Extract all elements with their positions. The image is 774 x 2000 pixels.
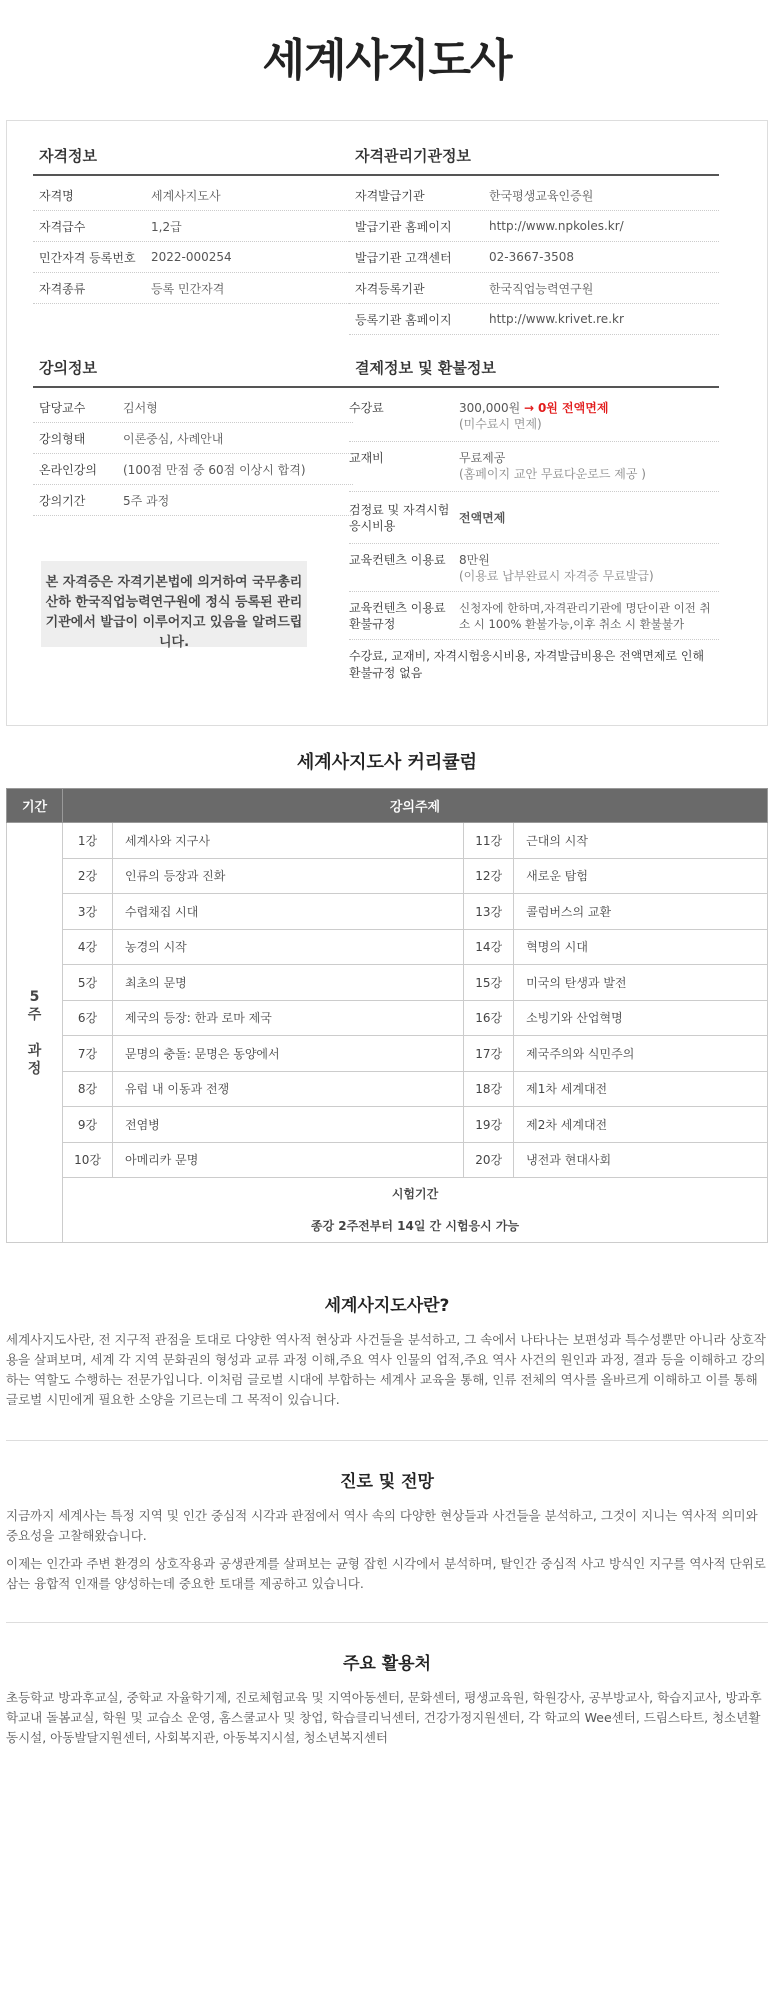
table-row: [7, 894, 768, 930]
period-text: 과: [27, 1042, 42, 1059]
lecture-number: 17강: [464, 1036, 514, 1072]
content-fee-value: 8만원: [459, 553, 490, 567]
lecture-number: 16강: [464, 1000, 514, 1036]
lecture-topic: 아메리카 문명: [113, 1142, 464, 1178]
material-row: [349, 442, 719, 492]
agency-heading: 자격관리기관정보: [349, 145, 719, 176]
about-title: 세계사지도사란?: [324, 1296, 450, 1316]
row-key: 수강료: [349, 401, 384, 415]
career-title: 진로 및 전망: [340, 1472, 434, 1492]
license-heading: 자격정보: [33, 145, 353, 176]
lecture-row: [33, 423, 353, 454]
agency-row: [349, 180, 719, 211]
refund-row: [349, 592, 719, 640]
row-key: 등록기관 홈페이지: [355, 312, 452, 327]
row-key: 자격발급기관: [355, 188, 425, 203]
license-section: [33, 145, 353, 304]
lecture-topic: 제국주의와 식민주의: [514, 1036, 768, 1072]
lecture-topic: 수렵채집 시대: [113, 894, 464, 930]
tuition-free: 0원 전액면제: [537, 401, 609, 415]
payment-footer: 수강료, 교재비, 자격시험응시비용, 자격발급비용은 전액면제로 인해 환불규정 없음: [349, 649, 705, 680]
lecture-topic: 근대의 시작: [514, 823, 768, 859]
lecture-topic: 세계사와 지구사: [113, 823, 464, 859]
period-text: 5: [29, 988, 40, 1005]
lecture-number: 2강: [63, 858, 113, 894]
homepage-link[interactable]: http://www.npkoles.kr/: [489, 219, 624, 233]
lecture-number: 7강: [63, 1036, 113, 1072]
row-value: 김서형: [123, 400, 158, 415]
lecture-number: 5강: [63, 965, 113, 1001]
row-value: 2022-000254: [151, 250, 232, 264]
info-box: [6, 120, 768, 726]
period-text: 정: [27, 1060, 42, 1077]
row-value: [459, 552, 654, 583]
lecture-number: 12강: [464, 858, 514, 894]
row-value: 한국직업능력연구원: [489, 281, 594, 296]
arrow-icon: →: [524, 401, 535, 415]
lecture-number: 10강: [63, 1142, 113, 1178]
table-row: [7, 929, 768, 965]
lecture-number: 19강: [464, 1107, 514, 1143]
table-row: [7, 1000, 768, 1036]
row-key: 자격명: [39, 188, 74, 203]
table-row: [7, 823, 768, 859]
period-text: 주: [27, 1006, 42, 1023]
payment-heading: 결제정보 및 환불정보: [349, 357, 719, 388]
lecture-topic: 문명의 충돌: 문명은 동양에서: [113, 1036, 464, 1072]
row-value: 이론중심, 사례안내: [123, 431, 224, 446]
table-row: [7, 858, 768, 894]
exam-fee-row: [349, 492, 719, 544]
tuition-row: [349, 392, 719, 442]
tuition-price: 300,000원: [459, 401, 521, 415]
lecture-row: [33, 392, 353, 423]
lecture-number: 18강: [464, 1071, 514, 1107]
lecture-number: 6강: [63, 1000, 113, 1036]
lecture-topic: 혁명의 시대: [514, 929, 768, 965]
table-row: [7, 1071, 768, 1107]
agency-section: [349, 145, 719, 335]
notice-box: 본 자격증은 자격기본법에 의거하여 국무총리산하 한국직업능력연구원에 정식 등록된 관리기관에서 발급이 이루어지고 있음을 알려드립니다.: [41, 561, 307, 647]
lecture-heading: 강의정보: [33, 357, 353, 388]
career-section: [6, 1467, 768, 1594]
lecture-topic: 냉전과 현대사회: [514, 1142, 768, 1178]
agency-row: [349, 304, 719, 335]
row-key: 담당교수: [39, 400, 86, 415]
row-key: 자격종류: [39, 281, 86, 296]
exam-desc: 종강 2주전부터 14일 간 시험응시 가능: [310, 1219, 520, 1233]
lecture-number: 3강: [63, 894, 113, 930]
lecture-number: 13강: [464, 894, 514, 930]
lecture-number: 11강: [464, 823, 514, 859]
table-row: [7, 965, 768, 1001]
license-row: [33, 211, 353, 242]
table-row: [7, 1036, 768, 1072]
lecture-topic: 전염병: [113, 1107, 464, 1143]
row-key: 강의기간: [39, 493, 86, 508]
payment-section: [349, 357, 719, 682]
table-row: [7, 1142, 768, 1178]
lecture-section: [33, 357, 353, 516]
row-key: 자격급수: [39, 219, 86, 234]
period-cell: [7, 823, 63, 1243]
row-value: [459, 400, 608, 433]
about-text: 세계사지도사란, 전 지구적 관점을 토대로 다양한 역사적 현상과 사건들을 분석하고, 그 속에서 나타나는 보편성과 특수성뿐만 아니라 상호작용을 살펴보며, 세계 각 지역 문화권의 형성과 교류 과정 이해,주요 역사 인물의 업적,주요 역사 사건의 원인과 과정, 결과 등을 이해하고 강의하는 역할도 수행하는 전문가입니다. 이처럼 글로벌 시대에 부합하는 세계사 교육을 통해, 인류 전체의 역사를 올바르게 이해하고 이를 통해 글로벌 시민에게 필요한 소양을 기르는데 그 목적이 있습니다.: [6, 1332, 766, 1407]
lecture-number: 9강: [63, 1107, 113, 1143]
lecture-topic: 제국의 등장: 한과 로마 제국: [113, 1000, 464, 1036]
refund-value: 신청자에 한하며,자격관리기관에 명단이관 이전 취소 시 100% 환불가능,이후 취소 시 환불불가: [459, 601, 711, 631]
lecture-topic: 제2차 세계대전: [514, 1107, 768, 1143]
exam-cell: [63, 1178, 768, 1243]
row-value: 세계사지도사: [151, 188, 221, 203]
lecture-topic: 콜럼버스의 교환: [514, 894, 768, 930]
lecture-topic: 새로운 탐험: [514, 858, 768, 894]
table-row: [7, 1107, 768, 1143]
license-row: [33, 273, 353, 304]
row-value: 1,2급: [151, 219, 182, 234]
agency-row: [349, 242, 719, 273]
lecture-topic: 미국의 탄생과 발전: [514, 965, 768, 1001]
exam-row: [7, 1178, 768, 1243]
row-key: 강의형태: [39, 431, 86, 446]
material-note: (홈페이지 교안 무료다운로드 제공 ): [459, 467, 646, 481]
row-value: 등록 민간자격: [151, 281, 225, 296]
lecture-number: 8강: [63, 1071, 113, 1107]
row-key: 교육컨텐츠 이용료: [349, 553, 446, 567]
curriculum-table: [6, 788, 768, 1243]
row-value: 02-3667-3508: [489, 250, 575, 264]
tuition-note: (미수료시 면제): [459, 417, 542, 431]
about-section: [6, 1291, 768, 1410]
col-period: 기간: [7, 789, 63, 823]
usage-text: 초등학교 방과후교실, 중학교 자율학기제, 진로체험교육 및 지역아동센터, 문화센터, 평생교육원, 학원강사, 공부방교사, 학습지교사, 방과후 학교내 돌봄교실, 학원 및 교습소 운영, 홈스쿨교사 및 창업, 학습클리닉센터, 건강가정지원센터, 각 학교의 Wee센터, 드림스타트, 청소년활동시설, 아동발달지원센터, 사회복지관, 아동복지시설, 청소년복지센터: [6, 1690, 762, 1745]
content-fee-row: [349, 544, 719, 592]
divider: [6, 1622, 768, 1623]
license-row: [33, 242, 353, 273]
agency-row: [349, 273, 719, 304]
row-value: (100점 만점 중 60점 이상시 합격): [123, 462, 306, 477]
row-value: [459, 450, 646, 483]
lecture-topic: 농경의 시작: [113, 929, 464, 965]
row-key: 온라인강의: [39, 462, 97, 477]
career-text: 이제는 인간과 주변 환경의 상호작용과 공생관계를 살펴보는 균형 잡힌 시각에서 분석하며, 탈인간 중심적 사고 방식인 지구를 역사적 단위로 삼는 융합적 인재를 양성하는데 중요한 토대를 제공하고 있습니다.: [6, 1556, 766, 1591]
lecture-row: [33, 485, 353, 516]
homepage-link[interactable]: http://www.krivet.re.kr: [489, 312, 624, 326]
row-value: 한국평생교육인증원: [489, 188, 594, 203]
usage-section: [6, 1649, 768, 1748]
row-key: 교육컨텐츠 이용료 환불규정: [349, 601, 446, 631]
row-key: 교재비: [349, 451, 384, 465]
lecture-topic: 소빙기와 산업혁명: [514, 1000, 768, 1036]
lecture-number: 1강: [63, 823, 113, 859]
row-key: 발급기관 고객센터: [355, 250, 452, 265]
content-fee-note: (이용료 납부완료시 자격증 무료발급): [459, 569, 654, 583]
col-topic: 강의주제: [63, 789, 768, 823]
license-row: [33, 180, 353, 211]
lecture-number: 15강: [464, 965, 514, 1001]
row-key: 민간자격 등록번호: [39, 250, 136, 265]
divider: [6, 1440, 768, 1441]
exam-title: 시험기간: [391, 1187, 439, 1201]
material-value: 무료제공: [459, 451, 506, 465]
row-key: 자격등록기관: [355, 281, 425, 296]
row-key: 발급기관 홈페이지: [355, 219, 452, 234]
lecture-topic: 인류의 등장과 진화: [113, 858, 464, 894]
row-key: 검정료 및 자격시험 응시비용: [349, 502, 450, 533]
page-title: 세계사지도사: [262, 35, 512, 86]
lecture-topic: 최초의 문명: [113, 965, 464, 1001]
lecture-topic: 제1차 세계대전: [514, 1071, 768, 1107]
exam-fee-value: 전액면제: [459, 510, 506, 525]
lecture-row: [33, 454, 353, 485]
lecture-number: 14강: [464, 929, 514, 965]
lecture-topic: 유럽 내 이동과 전쟁: [113, 1071, 464, 1107]
usage-title: 주요 활용처: [342, 1654, 432, 1674]
lecture-number: 4강: [63, 929, 113, 965]
lecture-number: 20강: [464, 1142, 514, 1178]
agency-row: [349, 211, 719, 242]
curriculum-title: 세계사지도사 커리큘럼: [296, 752, 478, 773]
career-text: 지금까지 세계사는 특정 지역 및 인간 중심적 시각과 관점에서 역사 속의 다양한 현상들과 사건들을 분석하고, 그것이 지니는 역사적 의미와 중요성을 고찰해왔습니다.: [6, 1508, 758, 1543]
row-value: 5주 과정: [123, 493, 170, 508]
